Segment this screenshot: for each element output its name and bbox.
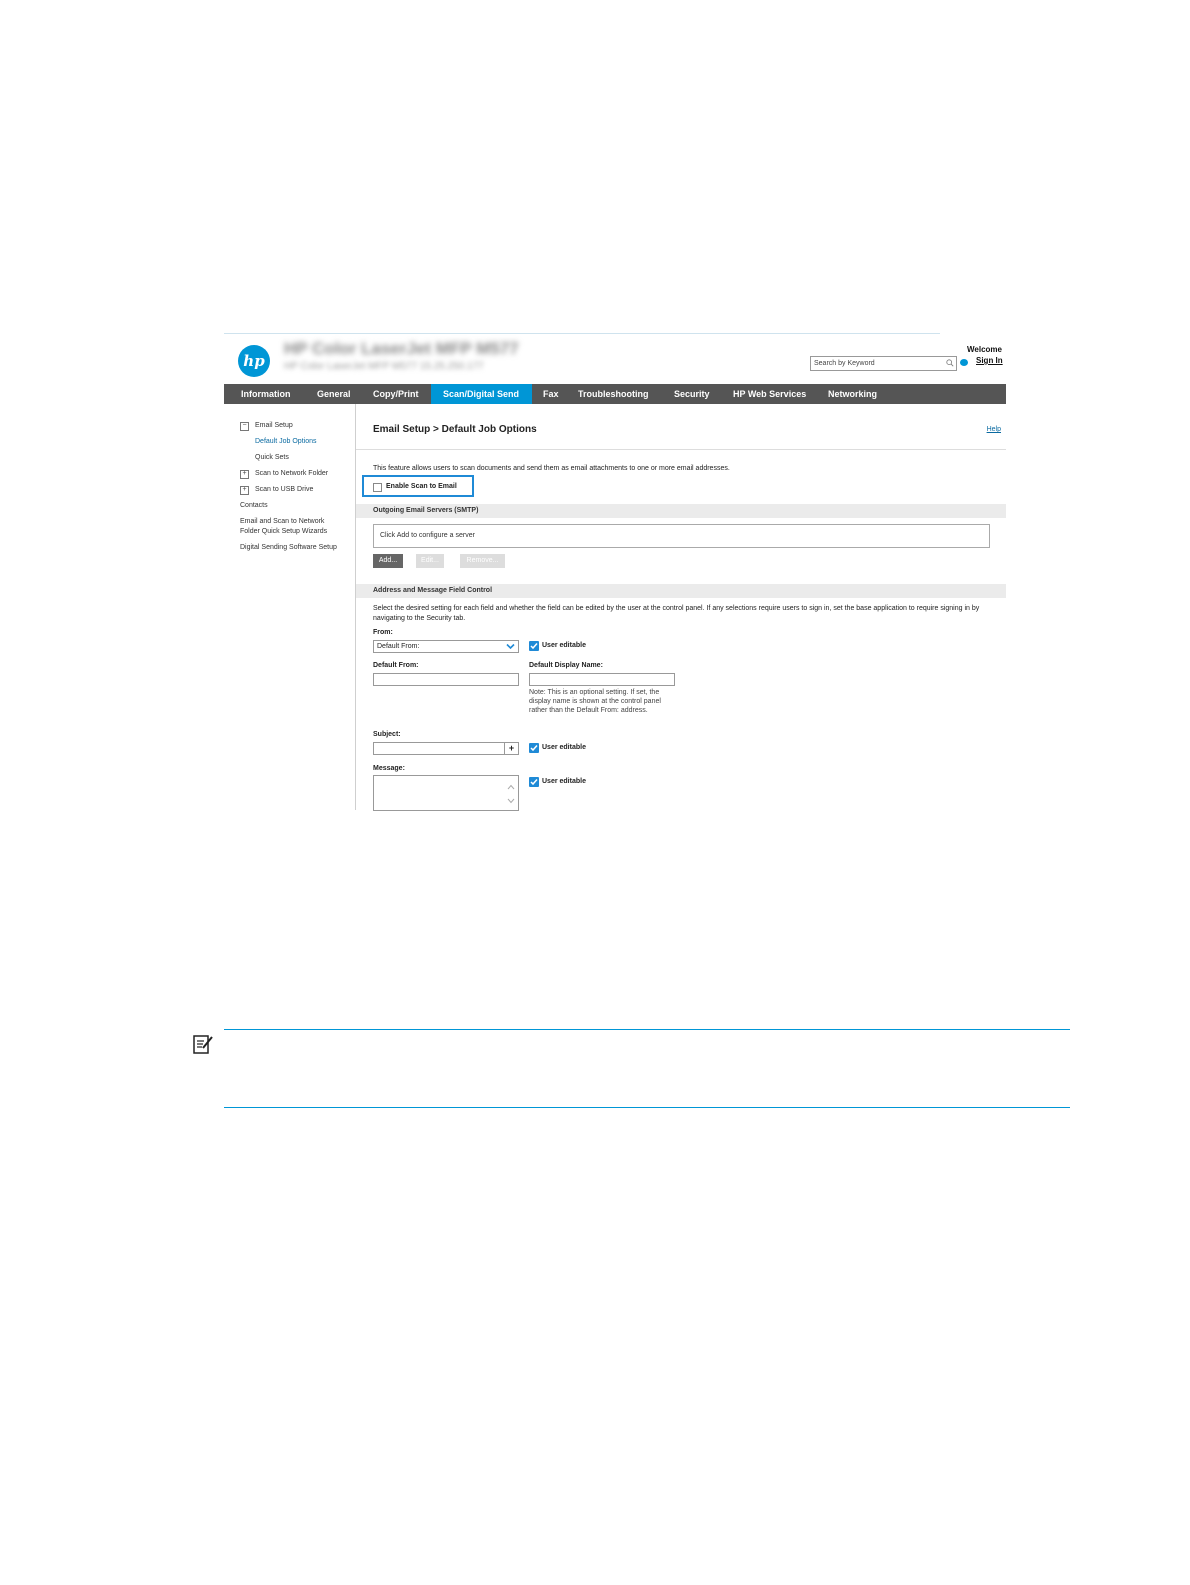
- tab-troubleshooting[interactable]: Troubleshooting: [578, 389, 649, 399]
- intro-text: This feature allows users to scan documents and send them as email attachments to one or more email addresses.: [373, 465, 730, 472]
- add-button[interactable]: Add...: [373, 554, 403, 568]
- from-user-editable-label: User editable: [542, 642, 586, 649]
- search-input[interactable]: [810, 356, 957, 371]
- tab-fax[interactable]: Fax: [543, 389, 559, 399]
- sign-in-link[interactable]: Sign In: [976, 356, 1003, 365]
- tab-security[interactable]: Security: [674, 389, 710, 399]
- search-placeholder: Search by Keyword: [814, 360, 875, 367]
- sidebar-item-wizards[interactable]: Email and Scan to Network: [240, 518, 325, 525]
- main-panel: [356, 404, 1006, 810]
- enable-scan-to-email-checkbox[interactable]: [373, 483, 382, 492]
- tab-general[interactable]: General: [317, 389, 351, 399]
- remove-button[interactable]: Remove...: [460, 554, 505, 568]
- sidebar-item-default-job-options[interactable]: Default Job Options: [255, 438, 317, 445]
- tab-information[interactable]: Information: [241, 389, 291, 399]
- sidebar-item-wizards-line2[interactable]: Folder Quick Setup Wizards: [240, 528, 328, 535]
- default-display-name-label: Default Display Name:: [529, 662, 603, 669]
- from-select-value: Default From:: [377, 643, 420, 650]
- sidebar-item-scan-network-folder[interactable]: Scan to Network Folder: [255, 470, 329, 477]
- expand-icon[interactable]: +: [240, 486, 249, 495]
- message-label: Message:: [373, 765, 405, 772]
- screenshot: [224, 333, 1006, 810]
- note-bottom-rule: [224, 1107, 1070, 1108]
- enable-scan-to-email-label: Enable Scan to Email: [386, 483, 457, 490]
- default-display-name-field[interactable]: [529, 673, 675, 686]
- tab-scan-digital-send[interactable]: Scan/Digital Send: [431, 384, 532, 404]
- subject-label: Subject:: [373, 731, 401, 738]
- product-title: HP Color LaserJet MFP M577: [284, 339, 519, 358]
- welcome-text: Welcome: [967, 345, 1002, 354]
- sidebar-item-quick-sets[interactable]: Quick Sets: [255, 454, 289, 461]
- sidebar-item-contacts[interactable]: Contacts: [240, 502, 268, 509]
- note-top-rule: [224, 1029, 1070, 1030]
- message-user-editable-checkbox[interactable]: [529, 777, 539, 787]
- from-label: From:: [373, 629, 393, 636]
- scroll-down-icon[interactable]: [507, 798, 515, 804]
- from-select[interactable]: [373, 640, 519, 653]
- subject-user-editable-checkbox[interactable]: [529, 743, 539, 753]
- product-subtitle: HP Color LaserJet MFP M577 15.25.250.177: [284, 361, 484, 372]
- expand-icon[interactable]: +: [240, 470, 249, 479]
- scroll-up-icon[interactable]: [507, 784, 515, 790]
- note-icon: [192, 1033, 214, 1055]
- from-user-editable-checkbox[interactable]: [529, 641, 539, 651]
- plus-icon[interactable]: +: [504, 742, 518, 755]
- collapse-icon[interactable]: −: [240, 422, 249, 431]
- subject-user-editable-label: User editable: [542, 744, 586, 751]
- field-control-section-header: [356, 584, 1006, 598]
- subject-field[interactable]: [373, 742, 519, 755]
- sidebar: [224, 404, 356, 810]
- smtp-section-title: Outgoing Email Servers (SMTP): [373, 507, 479, 514]
- field-control-description: Select the desired setting for each field and whether the field can be edited by the user at the control panel. If any selections require users to sign in, set the base application to require signing in by navigating to the Security tab.: [373, 605, 980, 622]
- main-nav: [224, 384, 1006, 404]
- tab-copy-print[interactable]: Copy/Print: [373, 389, 419, 399]
- smtp-server-list[interactable]: Click Add to configure a server: [373, 524, 990, 548]
- tab-networking[interactable]: Networking: [828, 389, 878, 399]
- header-divider: [224, 333, 940, 334]
- chat-icon: [960, 359, 968, 366]
- divider: [356, 449, 1006, 450]
- check-icon: [530, 744, 538, 752]
- hp-logo: hp: [238, 345, 270, 377]
- edit-button[interactable]: Edit...: [416, 554, 444, 568]
- page-title: Email Setup > Default Job Options: [373, 424, 537, 435]
- message-textarea[interactable]: [373, 775, 519, 811]
- display-name-note: Note: This is an optional setting. If set, the display name is shown at the control panel rather than the Default From: address.: [529, 689, 661, 714]
- help-link[interactable]: Help: [986, 426, 1001, 433]
- chevron-down-icon: [506, 643, 515, 650]
- check-icon: [530, 778, 538, 786]
- check-icon: [530, 642, 538, 650]
- smtp-section-header: [356, 504, 1006, 518]
- search-icon[interactable]: [946, 359, 954, 367]
- sidebar-item-email-setup[interactable]: Email Setup: [255, 422, 293, 429]
- tab-hp-web-services[interactable]: HP Web Services: [733, 389, 807, 399]
- message-user-editable-label: User editable: [542, 778, 586, 785]
- sidebar-item-scan-usb[interactable]: Scan to USB Drive: [255, 486, 314, 493]
- default-from-field[interactable]: [373, 673, 519, 686]
- field-control-section-title: Address and Message Field Control: [373, 587, 493, 594]
- default-from-label: Default From:: [373, 662, 419, 669]
- sidebar-item-digital-sending[interactable]: Digital Sending Software Setup: [240, 544, 337, 551]
